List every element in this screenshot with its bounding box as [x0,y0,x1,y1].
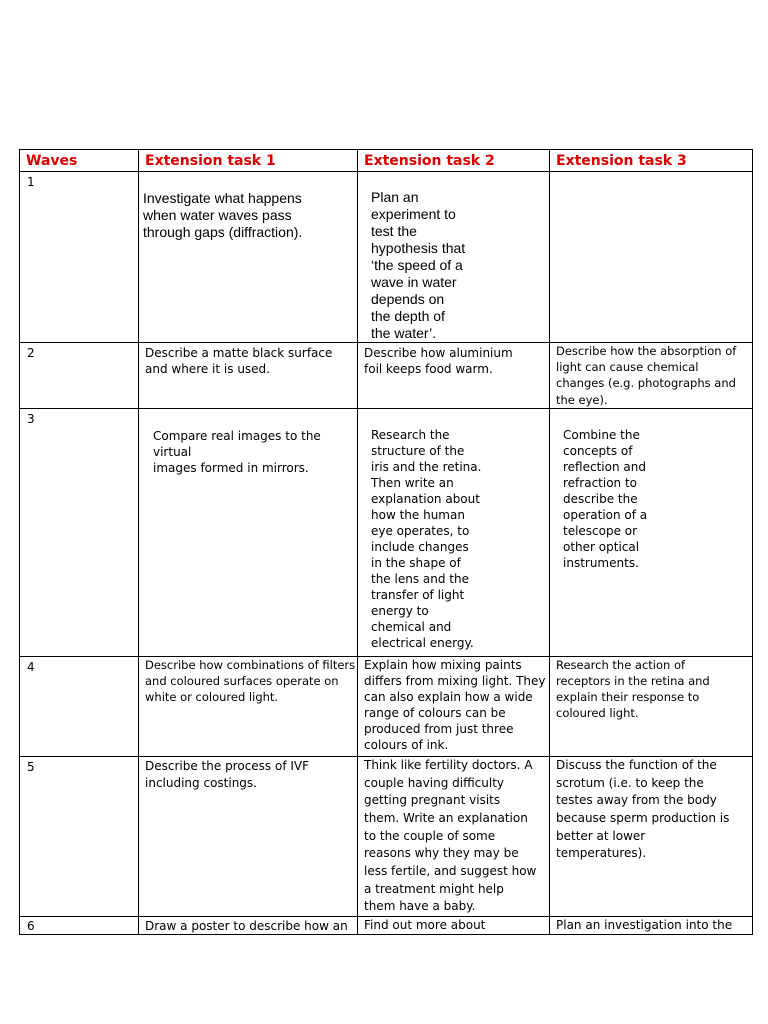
task-cell [550,917,753,935]
row-number-cell [20,172,139,343]
task-text: Combine the concepts of reflection and refraction to describe the operation of a telescope or other optical instruments. [563,427,648,570]
task-text: Think like fertility doctors. A couple having difficulty getting pregnant visits them. Write an explanation to the couple of some reasons why they may be less fertile, and suggest how a treatment might help them have a baby. [364,757,537,914]
task-cell [139,917,358,935]
row-number-cell [20,408,139,656]
header-extension-task-2: Extension task 2 [364,153,495,169]
task-cell [550,343,753,409]
table-row [20,917,753,935]
row-number: 1 [27,175,35,189]
task-cell [139,656,358,756]
header-extension-task-3: Extension task 3 [556,153,687,169]
table-row [20,756,753,916]
task-cell [550,408,753,656]
header-cell [358,150,550,172]
task-cell [358,172,550,343]
table-row [20,343,753,409]
task-cell [358,917,550,935]
row-number: 6 [27,919,35,934]
table-row [20,172,753,343]
task-cell [550,172,753,343]
task-cell [139,343,358,409]
task-text: Plan an investigation into the [556,918,733,933]
task-cell [358,343,550,409]
task-cell [358,656,550,756]
table-row [20,408,753,656]
task-text: Describe how aluminium foil keeps food warm. [364,346,513,376]
task-text: Investigate what happens when water waves pass through gaps (diffraction). [143,190,303,240]
task-text: Describe how combinations of filters and coloured surfaces operate on white or coloured light. [145,657,356,705]
task-text: Explain how mixing paints differs from mixing light. They can also explain how a wide range of colours can be produced from just three colours of ink. [364,657,546,752]
table-row [20,656,753,756]
task-cell [139,756,358,916]
header-waves: Waves [26,153,78,169]
extension-tasks-table [19,149,753,935]
task-text: Describe how the absorption of light can cause chemical changes (e.g. photographs and the eye). [556,344,737,407]
task-text: Describe a matte black surface and where it is used. [145,346,333,376]
task-text: Discuss the function of the scrotum (i.e. to keep the testes away from the body because sperm production is better at lower temperatures). [556,757,730,861]
task-text: Research the action of receptors in the retina and explain their response to coloured light. [556,657,710,721]
header-cell [550,150,753,172]
row-number-cell [20,343,139,409]
table-header-row [20,150,753,172]
task-text: Research the structure of the iris and the retina. Then write an explanation about how the human eye operates, to include changes in the shape of the lens and the transfer of light energy to chemical and electrical energy. [371,427,482,650]
task-cell [550,756,753,916]
row-number: 2 [27,346,35,360]
task-text: Draw a poster to describe how an [145,919,348,934]
row-number-cell [20,917,139,935]
header-cell [139,150,358,172]
row-number: 4 [27,659,35,674]
task-cell [358,756,550,916]
row-number: 5 [27,759,35,774]
task-cell [550,656,753,756]
task-cell [139,408,358,656]
task-text: Describe the process of IVF including costings. [145,758,310,791]
task-text: Find out more about [364,918,486,933]
task-cell [358,408,550,656]
row-number: 3 [27,411,35,426]
row-number-cell [20,756,139,916]
task-cell [139,172,358,343]
row-number-cell [20,656,139,756]
header-cell [20,150,139,172]
header-extension-task-1: Extension task 1 [145,153,276,169]
task-text: Plan an experiment to test the hypothesis that ‘the speed of a wave in water depends on the depth of the water’. [371,189,466,341]
task-text: Compare real images to the virtual images formed in mirrors. [153,428,321,475]
